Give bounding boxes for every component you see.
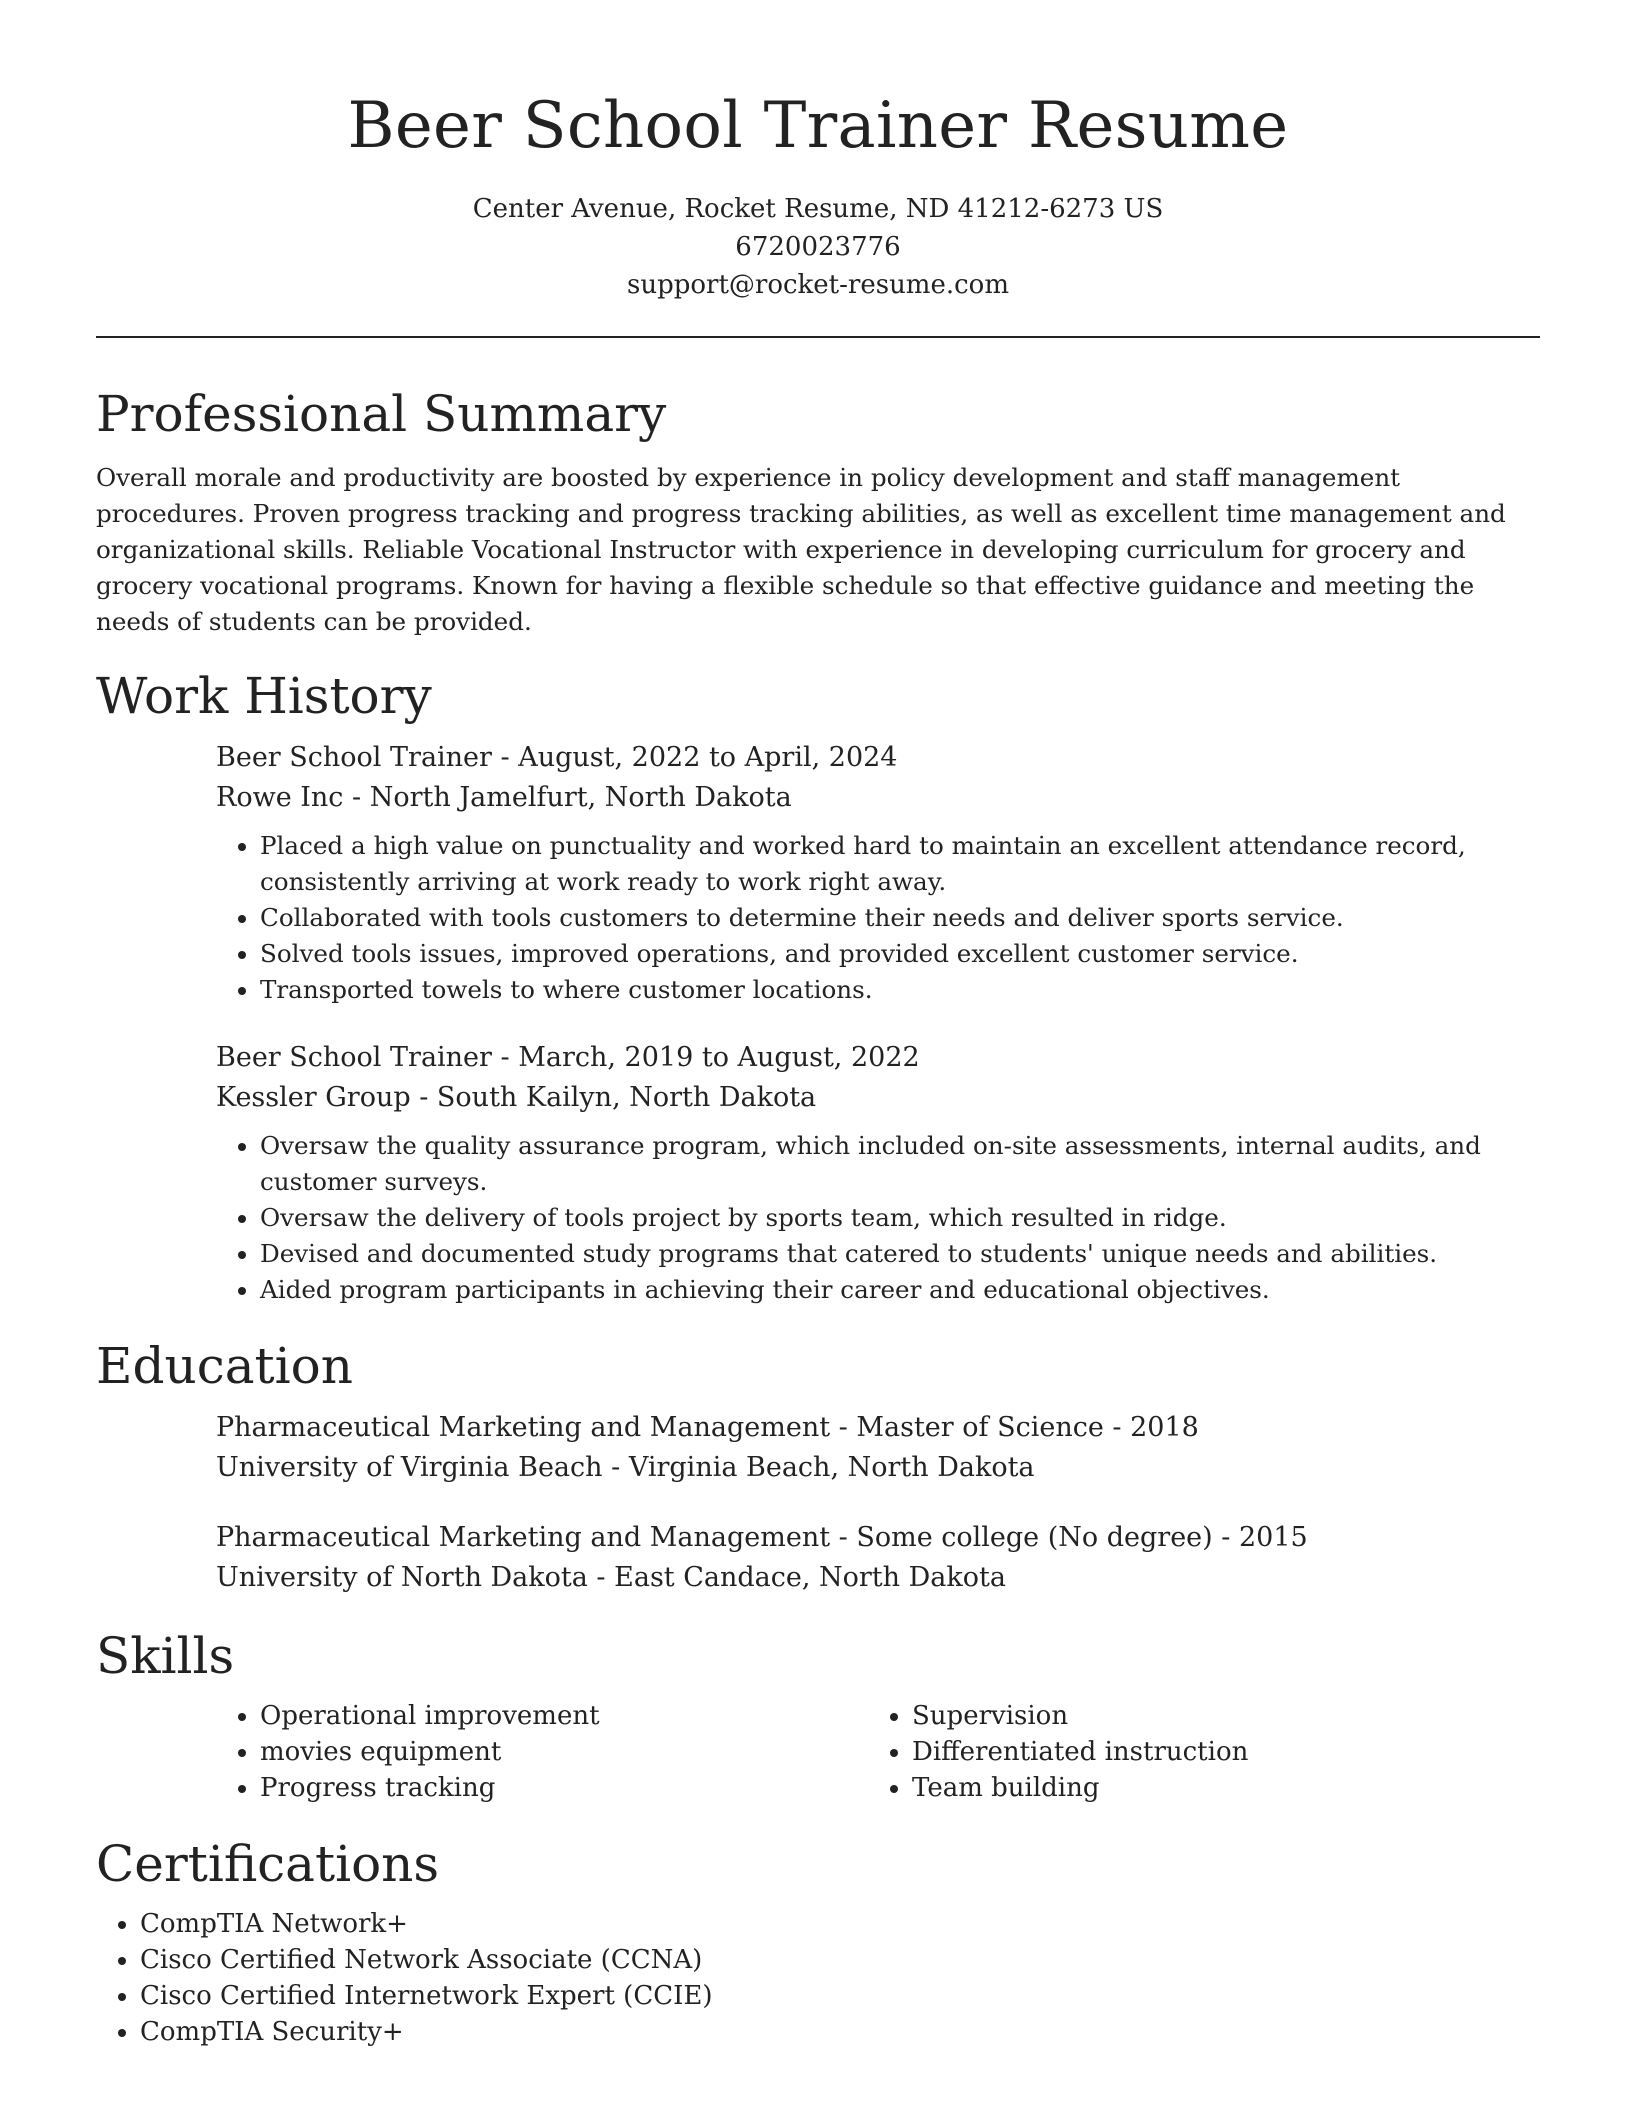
- skills-grid: [216, 1698, 1540, 1806]
- summary-text: Overall morale and productivity are boosted by experience in policy development and staff management procedures. Proven progress tracking and progress tracking abilities, as well as excellent time management and organizational skills. Reliable Vocational Instructor with experience in developing curriculum for grocery and grocery vocational programs. Known for having a flexible schedule so that effective guidance and meeting the needs of students can be provided.: [96, 463, 1506, 636]
- skills-list-right: [868, 1698, 1540, 1806]
- contact-info: [96, 190, 1540, 304]
- list-item: • Placed a high value on punctuality and worked hard to maintain an excellent attendance record, consistently arriving at work ready to work right away.: [260, 828, 1540, 900]
- list-item: • Solved tools issues, improved operations, and provided excellent customer service.: [260, 936, 1540, 972]
- education-degree: Pharmaceutical Marketing and Management - Master of Science - 2018: [216, 1412, 1199, 1443]
- certifications-list: [96, 1906, 1540, 2050]
- list-item: • Oversaw the delivery of tools project by sports team, which resulted in ridge.: [260, 1200, 1540, 1236]
- list-item: • Progress tracking: [260, 1770, 868, 1806]
- work-history-section: [96, 664, 1540, 1308]
- job-duties-list: [216, 1128, 1540, 1308]
- list-item: • Team building: [912, 1770, 1540, 1806]
- education-heading: Education: [96, 1337, 353, 1395]
- list-item: • movies equipment: [260, 1734, 868, 1770]
- list-item: • Operational improvement: [260, 1698, 868, 1734]
- education-section: [96, 1334, 1540, 1598]
- list-item: • Aided program participants in achieving their career and educational objectives.: [260, 1272, 1540, 1308]
- resume-header: [96, 0, 1540, 304]
- certifications-section: [96, 1832, 1540, 2050]
- list-item: • CompTIA Security+: [140, 2014, 1540, 2050]
- contact-address: Center Avenue, Rocket Resume, ND 41212-6273 US: [472, 194, 1164, 224]
- education-entry: [216, 1518, 1540, 1598]
- job-title: Beer School Trainer - March, 2019 to August, 2022: [216, 1042, 920, 1073]
- list-item: • Devised and documented study programs that catered to students' unique needs and abilities.: [260, 1236, 1540, 1272]
- resume-title: Beer School Trainer Resume: [347, 89, 1289, 163]
- job-title: Beer School Trainer - August, 2022 to April, 2024: [216, 742, 898, 773]
- list-item: • Transported towels to where customer locations.: [260, 972, 1540, 1008]
- resume-page: [96, 0, 1540, 2050]
- skills-section: [96, 1624, 1540, 1806]
- contact-email: support@rocket-resume.com: [626, 270, 1009, 300]
- list-item: • CompTIA Network+: [140, 1906, 1540, 1942]
- job-company: Rowe Inc - North Jamelfurt, North Dakota: [216, 782, 792, 813]
- header-divider: [96, 336, 1540, 338]
- skills-list-left: [216, 1698, 868, 1806]
- education-entry: [216, 1408, 1540, 1488]
- job-duties-list: [216, 828, 1540, 1008]
- skills-heading: Skills: [96, 1627, 235, 1685]
- summary-heading: Professional Summary: [96, 385, 667, 443]
- education-degree: Pharmaceutical Marketing and Management - Some college (No degree) - 2015: [216, 1522, 1308, 1553]
- list-item: • Collaborated with tools customers to determine their needs and deliver sports service.: [260, 900, 1540, 936]
- job-entry: [216, 1038, 1540, 1308]
- certifications-heading: Certifications: [96, 1835, 440, 1893]
- list-item: • Cisco Certified Network Associate (CCNA): [140, 1942, 1540, 1978]
- job-entry: [216, 738, 1540, 1008]
- list-item: • Oversaw the quality assurance program, which included on-site assessments, internal audits, and customer surveys.: [260, 1128, 1540, 1200]
- work-history-heading: Work History: [96, 667, 432, 725]
- education-school: University of Virginia Beach - Virginia Beach, North Dakota: [216, 1452, 1035, 1483]
- list-item: • Cisco Certified Internetwork Expert (CCIE): [140, 1978, 1540, 2014]
- education-school: University of North Dakota - East Candace, North Dakota: [216, 1562, 1006, 1593]
- summary-section: [96, 382, 1540, 640]
- contact-phone: 6720023776: [735, 232, 901, 262]
- job-company: Kessler Group - South Kailyn, North Dakota: [216, 1082, 817, 1113]
- list-item: • Supervision: [912, 1698, 1540, 1734]
- list-item: • Differentiated instruction: [912, 1734, 1540, 1770]
